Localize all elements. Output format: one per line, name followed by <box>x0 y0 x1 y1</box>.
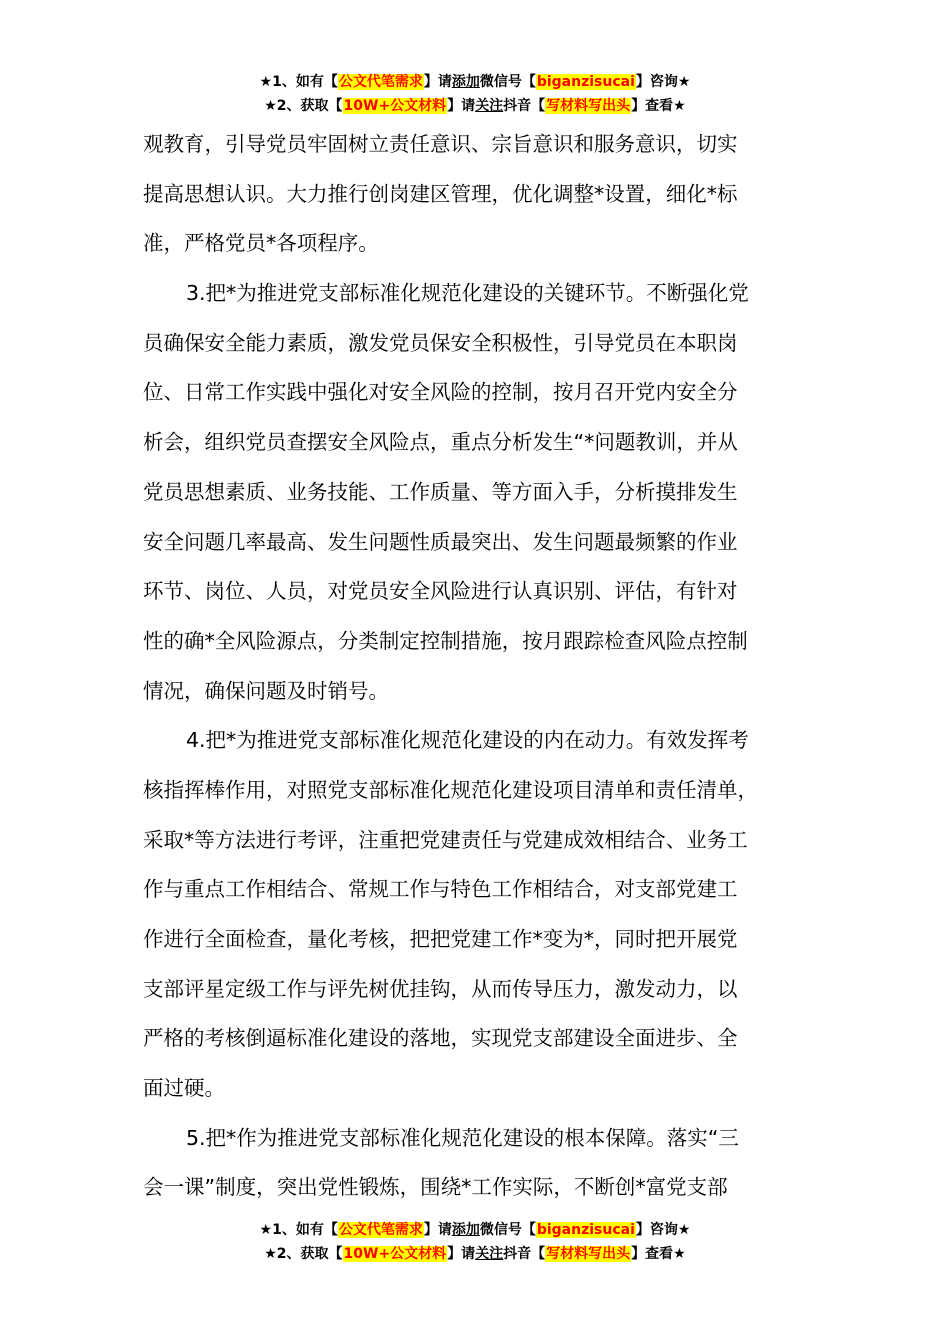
banner-highlight: 10W+公文材料 <box>343 1246 447 1262</box>
banner-text: 】请 <box>447 1246 476 1262</box>
banner-text: 】请 <box>447 98 476 114</box>
banner-text: 微信号【 <box>479 74 536 90</box>
body-line: 位、日常工作实践中强化对安全风险的控制，按月召开党内安全分 <box>143 380 738 405</box>
body-line: 性的确*全风险源点，分类制定控制措施，按月跟踪检查风险点控制 <box>143 628 748 653</box>
body-line: 员确保安全能力素质，激发党员保安全积极性，引导党员在本职岗 <box>143 330 738 355</box>
banner-underline: 关注 <box>475 98 504 114</box>
top-banner <box>0 70 950 118</box>
banner-text: 】咨询★ <box>635 74 691 90</box>
banner-underline: 添加 <box>451 74 480 90</box>
body-line: 析会，组织党员查摆安全风险点，重点分析发生“*问题教训，并从 <box>143 430 738 455</box>
banner-highlight: 写材料写出头 <box>546 98 631 114</box>
paragraph-start-line: 4.把*为推进党支部标准化规范化建设的内在动力。有效发挥考 <box>186 728 749 753</box>
banner-highlight: 公文代笔需求 <box>338 74 423 90</box>
banner-underline: 添加 <box>451 1222 480 1238</box>
body-line: 核指挥棒作用，对照党支部标准化规范化建设项目清单和责任清单， <box>143 777 758 802</box>
body-line: 会一课”制度，突出党性锻炼，围绕*工作实际，不断创*富党支部 <box>143 1175 728 1200</box>
banner-highlight: biganzisucai <box>536 1222 635 1238</box>
banner-highlight: biganzisucai <box>536 74 635 90</box>
paragraph-start-line: 5.把*作为推进党支部标准化规范化建设的根本保障。落实“三 <box>186 1125 739 1150</box>
bottom-banner <box>0 1218 950 1266</box>
body-line: 采取*等方法进行考评，注重把党建责任与党建成效相结合、业务工 <box>143 827 748 852</box>
body-line: 准，严格党员*各项程序。 <box>143 231 379 256</box>
body-line: 提高思想认识。大力推行创岗建区管理，优化调整*设置，细化*标 <box>143 181 738 206</box>
paragraph-start-line: 3.把*为推进党支部标准化规范化建设的关键环节。不断强化党 <box>186 281 749 306</box>
body-line: 安全问题几率最高、发生问题性质最突出、发生问题最频繁的作业 <box>143 529 738 554</box>
banner-text: 】请 <box>423 74 452 90</box>
body-line: 作与重点工作相结合、常规工作与特色工作相结合，对支部党建工 <box>143 877 738 902</box>
body-line: 党员思想素质、业务技能、工作质量、等方面入手，分析摸排发生 <box>143 479 738 504</box>
banner-text: ★2、获取【 <box>264 1246 343 1262</box>
banner-line-2 <box>0 1242 950 1266</box>
body-line: 作进行全面检查，量化考核，把把党建工作*变为*，同时把开展党 <box>143 927 738 951</box>
banner-text: 】请 <box>423 1222 452 1238</box>
banner-highlight: 10W+公文材料 <box>343 98 447 114</box>
banner-text: ★2、获取【 <box>264 98 343 114</box>
banner-text: 】查看★ <box>631 1246 686 1262</box>
banner-text: ★1、如有【 <box>259 74 338 90</box>
banner-text: 微信号【 <box>479 1222 536 1238</box>
banner-highlight: 公文代笔需求 <box>338 1222 423 1238</box>
body-line: 面过硬。 <box>143 1076 225 1101</box>
banner-text: 抖音【 <box>503 98 546 114</box>
body-line: 环节、岗位、人员，对党员安全风险进行认真识别、评估，有针对 <box>143 579 738 604</box>
banner-underline: 关注 <box>475 1246 504 1262</box>
banner-line-1 <box>0 70 950 94</box>
document-body <box>143 120 828 1213</box>
banner-text: 】查看★ <box>631 98 686 114</box>
body-line: 严格的考核倒逼标准化建设的落地，实现党支部建设全面进步、全 <box>143 1026 738 1051</box>
banner-text: ★1、如有【 <box>259 1222 338 1238</box>
body-line: 观教育，引导党员牢固树立责任意识、宗旨意识和服务意识，切实 <box>143 132 738 156</box>
body-line: 支部评星定级工作与评先树优挂钩，从而传导压力，激发动力，以 <box>143 976 738 1001</box>
banner-text: 抖音【 <box>503 1246 546 1262</box>
body-line: 情况，确保问题及时销号。 <box>143 678 389 703</box>
banner-text: 】咨询★ <box>635 1222 691 1238</box>
banner-line-1 <box>0 1218 950 1242</box>
banner-line-2 <box>0 94 950 118</box>
banner-highlight: 写材料写出头 <box>546 1246 631 1262</box>
